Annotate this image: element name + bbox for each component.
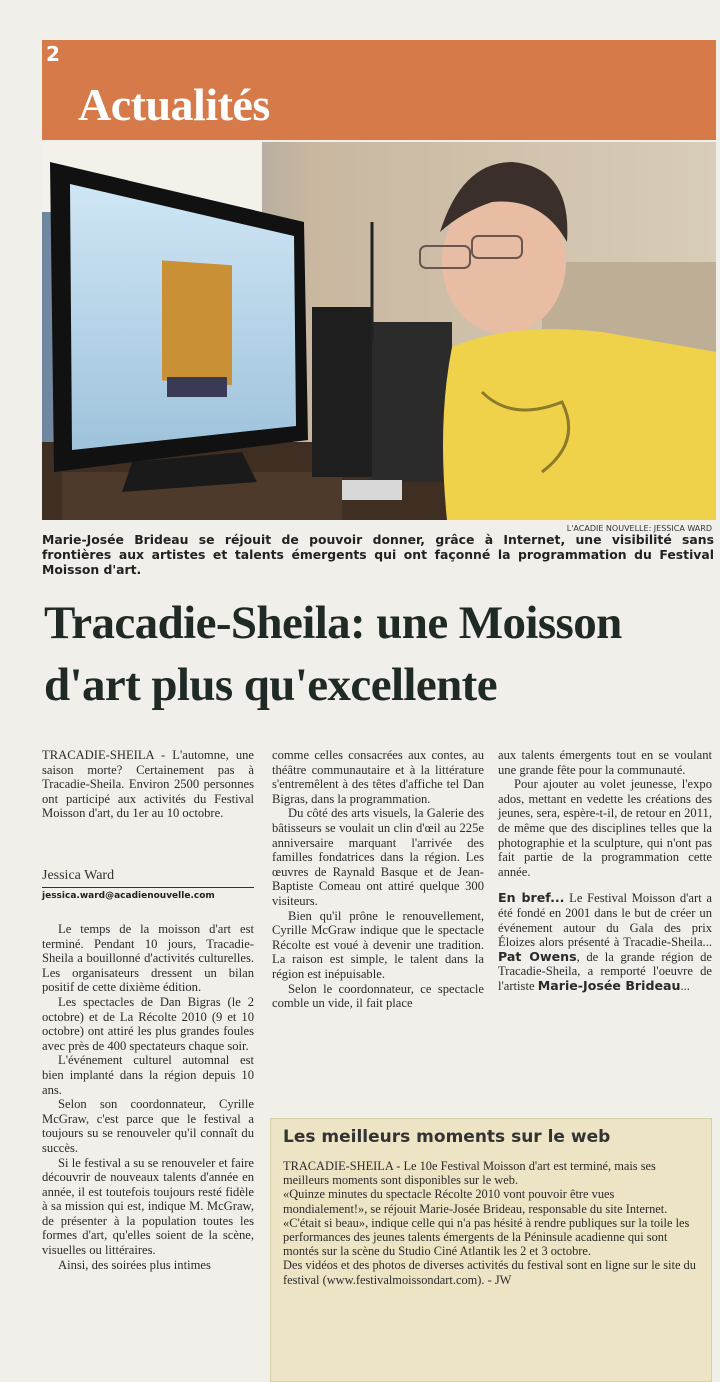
photo-credit: L'ACADIE NOUVELLE: JESSICA WARD xyxy=(566,524,712,533)
box-paragraph: TRACADIE-SHEILA - Le 10e Festival Moisson d'art est terminé, mais ses meilleurs moments sont disponibles sur le web. xyxy=(283,1159,656,1188)
paragraph: L'événement culturel automnal est bien implanté dans la région depuis 10 ans. xyxy=(42,1053,254,1097)
section-header xyxy=(42,40,716,140)
article-headline: Tracadie-Sheila: une Moisson d'art plus qu'excellente xyxy=(44,597,622,711)
column-2 xyxy=(272,748,484,1011)
author-name: Jessica Ward xyxy=(42,868,254,888)
paragraph: Pour ajouter au volet jeunesse, l'expo ados, mettant en vedette les créations des jeunes, sera, espère-t-il, de retour en 2011, de même que des disciplines telles que la photographie et la sculpture, qui n'ont pas fait partie de la programmation cette année. xyxy=(498,777,712,879)
brief-text: , de la grande région de Tracadie-Sheila, a remporté l'oeuvre de l'artiste xyxy=(498,949,712,993)
column-3 xyxy=(498,748,712,994)
article-photo xyxy=(42,142,716,520)
paragraph: aux talents émergents tout en se voulant une grande fête pour la communauté. xyxy=(498,748,712,777)
paragraph: Selon le coordonnateur, ce spectacle comble un vide, il fait place xyxy=(272,981,484,1011)
photo-illustration xyxy=(42,142,716,520)
photo-caption: Marie-Josée Brideau se réjouit de pouvoir donner, grâce à Internet, une visibilité sans frontières aux artistes et talents émergents qui ont façonné la programmation du Festival Moisson d'art. xyxy=(42,532,714,577)
paragraph: Ainsi, des soirées plus intimes xyxy=(58,1257,211,1272)
paragraph: Selon son coordonnateur, Cyrille McGraw, c'est parce que le festival a toujours su se renouveler qu'il connaît du succès. xyxy=(42,1097,254,1155)
box-paragraph: «C'était si beau», indique celle qui n'a pas hésité à rendre publiques sur la toile les performances des jeunes talents émergents de la Péninsule acadienne qui sont montés sur la scène du Studio Ciné Atlantik les 2 et 3 octobre. xyxy=(283,1215,690,1259)
box-paragraph: «Quinze minutes du spectacle Récolte 2010 vont pouvoir être vues mondialement!», se réjouit Marie-Josée Brideau, responsable du site Internet. xyxy=(283,1187,668,1216)
byline xyxy=(42,868,254,901)
brief-paragraph xyxy=(498,891,712,993)
paragraph: Les spectacles de Dan Bigras (le 2 octobre) et de La Récolte 2010 (9 et 10 octobre) ont attiré les plus grandes foules avec près de 400 spectateurs chaque soir. xyxy=(42,994,254,1053)
paragraph: Bien qu'il prône le renouvellement, Cyrille McGraw indique que le spectacle Récolte est voué à devenir une tradition. La raison est simple, le talent dans la région est inépuisable. xyxy=(272,908,484,981)
paragraph: Si le festival a su se renouveler et faire découvrir de nouveaux talents d'année en année, il est toutefois toujours resté fidèle à sa mission qui est, indique M. McGraw, de présenter à la population toutes les formes d'art, qu'elles soient de la scène, visuelles ou littéraires. xyxy=(42,1155,254,1258)
column-1-intro xyxy=(42,748,254,821)
box-paragraph: Des vidéos et des photos de diverses activités du festival sont en ligne sur le site du festival (www.festivalmoissondart.com). - JW xyxy=(283,1258,696,1287)
box-body xyxy=(283,1159,701,1287)
brief-name-2: Marie-Josée Brideau xyxy=(537,977,681,993)
intro-paragraph: TRACADIE-SHEILA - L'automne, une saison morte? Certainement pas à Tracadie-Sheila. Environ 2500 personnes ont participé aux activités du Festival Moisson d'art, du 1er au 10 octobre. xyxy=(42,748,254,821)
newspaper-page xyxy=(42,40,716,1287)
brief-label: En bref... xyxy=(498,890,565,906)
page-number: 2 xyxy=(46,42,60,66)
author-email[interactable]: jessica.ward@acadienouvelle.com xyxy=(42,891,215,901)
sidebar-box xyxy=(270,1118,712,1382)
paragraph: comme celles consacrées aux contes, au théâtre communautaire et à la littérature s'entremêlent à des têtes d'affiche tel Dan Bigras, dans la programmation. xyxy=(272,748,484,806)
brief-name-1: Pat Owens xyxy=(498,948,577,964)
brief-text: Le Festival Moisson d'art a été fondé en 2001 dans le but de créer un événement autour du Gala des prix Éloizes alors présenté à Tracadie-Sheila... xyxy=(498,891,712,950)
brief-text: ... xyxy=(680,978,690,993)
section-title: Actualités xyxy=(78,79,270,130)
box-title: Les meilleurs moments sur le web xyxy=(283,1127,611,1147)
column-1-body xyxy=(42,922,254,1272)
paragraph: Du côté des arts visuels, la Galerie des bâtisseurs se voulait un clin d'œil au 225e anniversaire marquant l'arrivée des familles fondatrices dans la région. Les œuvres de Raynald Basque et de Jean-Baptiste Comeau ont attiré quelque 300 visiteurs. xyxy=(272,806,484,908)
paragraph: Le temps de la moisson d'art est terminé. Pendant 10 jours, Tracadie-Sheila a bouillonné d'activités culturelles. Les organisateurs dressent un bilan positif de cette dixième édition. xyxy=(42,922,254,995)
